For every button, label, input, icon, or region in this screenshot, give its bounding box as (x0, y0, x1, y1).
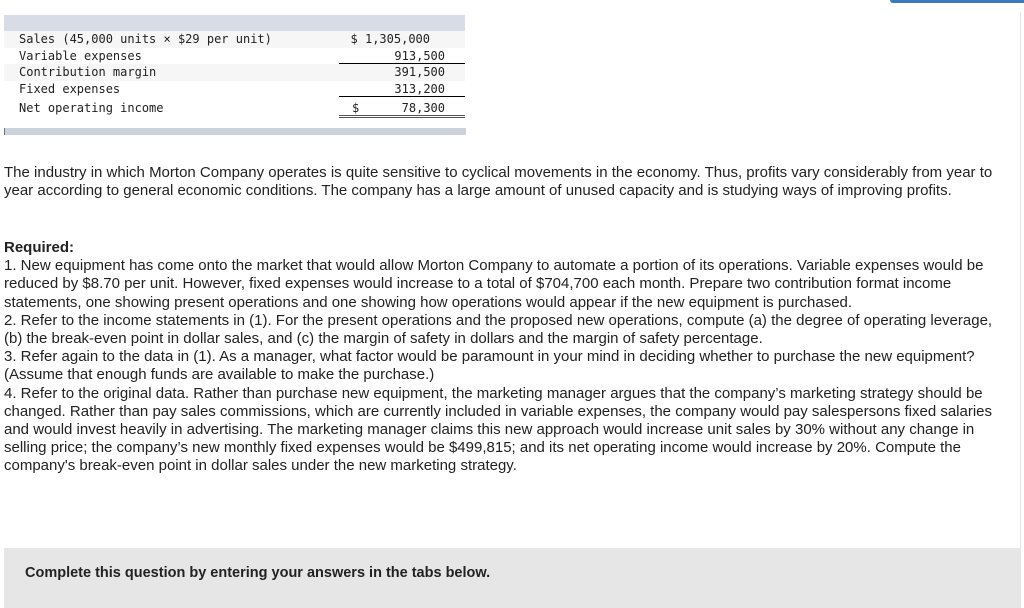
income-statement-table (4, 15, 465, 118)
table-row (4, 31, 465, 48)
row-label: Variable expenses (19, 48, 142, 63)
row-label: Contribution margin (19, 65, 157, 79)
required-section (4, 239, 1014, 476)
required-item: 3. Refer again to the data in (1). As a manager, what factor would be paramount in your mind in deciding whether to purchase the new equipment? (Assume that enough funds are available to make the purchase.) (4, 348, 975, 384)
row-label: Fixed expenses (19, 81, 121, 96)
table-row (4, 81, 465, 98)
top-accent-bar (890, 0, 1024, 3)
row-value: 78,300 (401, 101, 445, 115)
divider (1020, 12, 1021, 608)
instruction-box (4, 548, 1020, 608)
required-heading: Required: (4, 239, 75, 256)
row-label: Sales (45,000 units × $29 per unit) (19, 32, 272, 46)
row-value: 913,500 (394, 48, 445, 63)
instruction-text: Complete this question by entering your answers in the tabs below. (25, 565, 491, 581)
required-item: 2. Refer to the income statements in (1). For the present operations and the proposed new operations, compute (a) the degree of operating leverage, (b) the break-even point in dollar sales, and (c) the margin of safety in dollars and the margin of safety percentage. (4, 311, 993, 348)
table-row (4, 64, 465, 81)
table-row (4, 48, 465, 65)
table-header (4, 15, 465, 31)
intro-paragraph: The industry in which Morton Company operates is quite sensitive to cyclical movements in the economy. Thus, profits vary considerably from year to year according to general economic conditions. The company has a large amount of unused capacity and is studying ways of improving profits. (4, 164, 993, 200)
table-body (4, 31, 465, 118)
required-item: 4. Refer to the original data. Rather than purchase new equipment, the marketing manager argues that the company’s marketing strategy should be changed. Rather than pay sales commissions, which are currently included in variable expenses, the company would pay salespersons fixed salaries and would invest heavily in advertising. The marketing manager claims this new approach would increase unit sales by 30% without any change in selling price; the company’s new monthly fixed expenses would be $499,815; and its net operating income would increase by 20%. Compute the company's break-even point in dollar sales under the new marketing strategy. (4, 384, 993, 475)
row-value: $ 1,305,000 (350, 32, 430, 46)
row-label: Net operating income (19, 101, 164, 115)
currency-symbol: $ (352, 101, 360, 115)
row-value: 313,200 (394, 81, 445, 96)
required-item: 1. New equipment has come onto the market that would allow Morton Company to automate a portion of its operations. Variable expenses would be reduced by $8.70 per unit. However, fixed expenses would increase to a total of $704,700 each month. Prepare two contribution format income statements, one showing present operations and one showing how operations would appear if the new equipment is purchased. (4, 257, 984, 311)
row-value: 391,500 (394, 65, 445, 79)
table-row (4, 97, 465, 118)
table-footer (4, 128, 466, 135)
